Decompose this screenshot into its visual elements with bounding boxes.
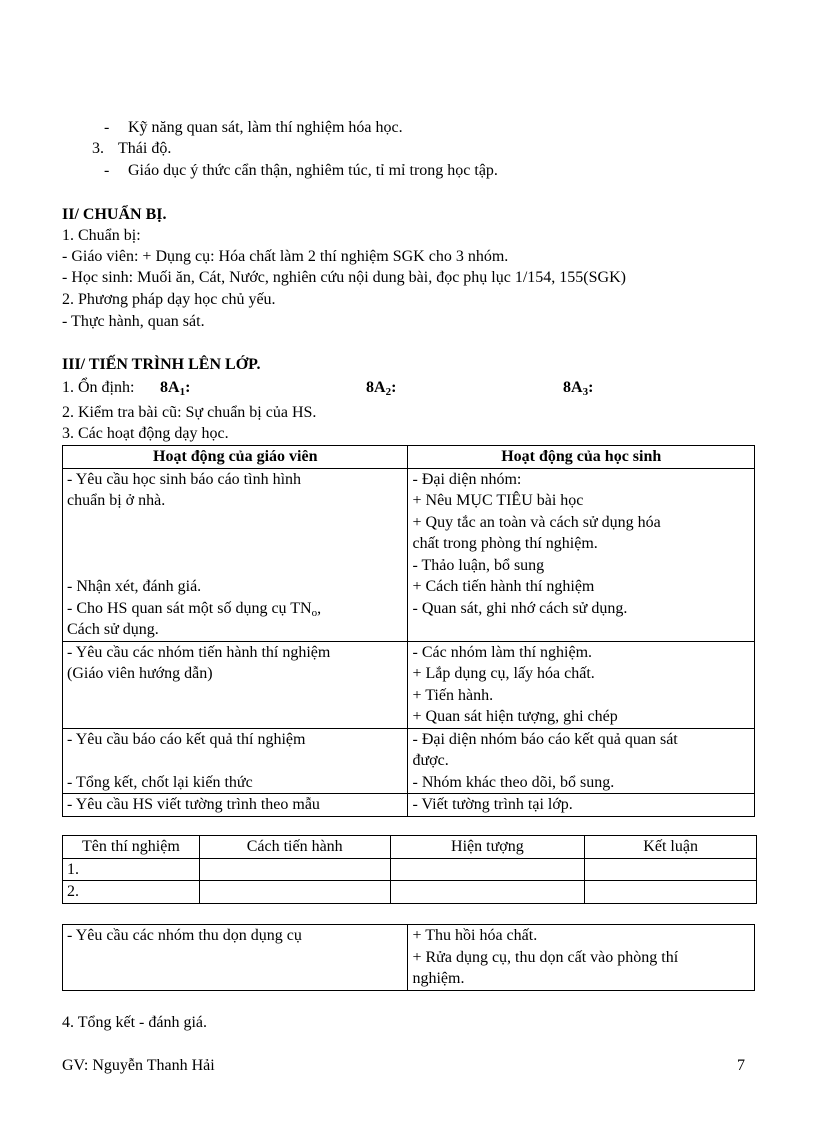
cell-line: + Tiến hành. <box>412 686 494 704</box>
cell-line: - Nhóm khác theo dõi, bổ sung. <box>412 773 615 791</box>
summary-line: 4. Tổng kết - đánh giá. <box>62 1014 208 1031</box>
report-cell <box>390 881 585 904</box>
teacher-cell: - Yêu cầu các nhóm thu dọn dụng cụ <box>63 925 408 991</box>
activity-table <box>62 445 755 817</box>
table-row <box>63 858 757 881</box>
teacher-cell <box>63 468 408 641</box>
skills-text: Kỹ năng quan sát, làm thí nghiệm hóa học. <box>128 119 403 136</box>
table-row <box>63 641 755 728</box>
prep-heading: II/ CHUẨN BỊ. <box>62 206 167 223</box>
cell-line: - Cho HS quan sát một số dụng cụ $TN_o$, <box>67 599 322 619</box>
teacher-cell <box>63 641 408 728</box>
cell-line: - Quan sát, ghi nhớ cách sử dụng. <box>412 599 628 617</box>
report-cell <box>199 881 390 904</box>
report-cell <box>585 881 757 904</box>
prep-line-1: 1. Chuẩn bị: <box>62 227 141 244</box>
table-header-row <box>63 446 755 469</box>
check-old-lesson: 2. Kiểm tra bài cũ: Sự chuẩn bị của HS. <box>62 404 317 421</box>
cell-line: chuẩn bị ở nhà. <box>67 492 166 509</box>
report-header-method: Cách tiến hành <box>199 836 390 859</box>
cell-line: - Đại diện nhóm báo cáo kết quả quan sát <box>412 730 678 748</box>
class-8a2: $8A_2$: <box>366 379 397 398</box>
cell-line: nghiệm. <box>412 970 465 987</box>
cell-line: + Nêu MỤC TIÊU bài học <box>412 492 584 509</box>
table-row <box>63 728 755 794</box>
cell-line: + Quy tắc an toàn và cách sử dụng hóa <box>412 513 661 531</box>
class-8a1: $8A_1$: <box>160 379 191 398</box>
student-cell <box>408 468 755 641</box>
cell-line: + Thu hồi hóa chất. <box>412 927 538 944</box>
table-row <box>63 925 755 991</box>
student-column-header: Hoạt động của học sinh <box>408 446 755 469</box>
stabilize-label: 1. Ổn định: <box>62 379 135 396</box>
student-cell <box>408 728 755 794</box>
teacher-cell: - Yêu cầu HS viết tường trình theo mẫu <box>63 794 408 817</box>
table-row <box>63 468 755 641</box>
cell-line: - Nhận xét, đánh giá. <box>67 578 202 595</box>
cell-line: + Cách tiến hành thí nghiệm <box>412 578 595 595</box>
report-cell <box>585 858 757 881</box>
report-cell <box>199 858 390 881</box>
teacher-column-header: Hoạt động của giáo viên <box>63 446 408 469</box>
cell-line: - Các nhóm làm thí nghiệm. <box>412 643 593 661</box>
teacher-cell <box>63 728 408 794</box>
prep-line-4: 2. Phương pháp dạy học chủ yếu. <box>62 291 276 308</box>
cell-line: - Yêu cầu báo cáo kết quả thí nghiệm <box>67 730 306 748</box>
cell-line: chất trong phòng thí nghiệm. <box>412 535 598 552</box>
prep-line-5: - Thực hành, quan sát. <box>62 313 205 330</box>
page-number: 7 <box>737 1057 745 1074</box>
activities-title: 3. Các hoạt động dạy học. <box>62 425 229 442</box>
cell-line: - Yêu cầu học sinh báo cáo tình hình <box>67 470 302 488</box>
cell-line: + Quan sát hiện tượng, ghi chép <box>412 708 618 725</box>
table-row <box>63 881 757 904</box>
cell-line: Cách sử dụng. <box>67 621 159 638</box>
attitude-title: Thái độ. <box>118 140 172 157</box>
report-row-number: 1. <box>63 858 200 881</box>
student-cell: - Viết tường trình tại lớp. <box>408 794 755 817</box>
report-header-name: Tên thí nghiệm <box>63 836 200 859</box>
attitude-text: Giáo dục ý thức cẩn thận, nghiêm túc, tỉ mỉ trong học tập. <box>128 162 498 179</box>
report-cell <box>390 858 585 881</box>
report-header-row <box>63 836 757 859</box>
report-header-phenomenon: Hiện tượng <box>390 836 585 859</box>
cell-line: + Rửa dụng cụ, thu dọn cất vào phòng thí <box>412 948 679 966</box>
attitude-number: 3. <box>92 140 104 157</box>
cell-line: - Tổng kết, chốt lại kiến thức <box>67 773 253 791</box>
report-table <box>62 835 757 904</box>
cell-line: - Đại diện nhóm: <box>412 470 522 488</box>
class-8a3: $8A_3$: <box>563 379 594 398</box>
cell-line: được. <box>412 752 449 769</box>
footer-teacher: GV: Nguyễn Thanh Hải <box>62 1057 215 1074</box>
cell-line: (Giáo viên hướng dẫn) <box>67 665 213 682</box>
table-row <box>63 794 755 817</box>
cleanup-table <box>62 924 755 991</box>
report-row-number: 2. <box>63 881 200 904</box>
prep-line-2: - Giáo viên: + Dụng cụ: Hóa chất làm 2 thí nghiệm SGK cho 3 nhóm. <box>62 248 509 265</box>
cell-line: - Yêu cầu các nhóm tiến hành thí nghiệm <box>67 643 331 661</box>
attitude-dash: - <box>104 162 110 179</box>
cell-line: + Lắp dụng cụ, lấy hóa chất. <box>412 665 595 682</box>
report-header-conclusion: Kết luận <box>585 836 757 859</box>
prep-line-3: - Học sinh: Muối ăn, Cát, Nước, nghiên cứu nội dung bài, đọc phụ lục 1/154, 155(SGK) <box>62 269 626 286</box>
skills-dash: - <box>104 119 110 136</box>
student-cell <box>408 925 755 991</box>
progress-heading: III/ TIẾN TRÌNH LÊN LỚP. <box>62 356 261 373</box>
cell-line: - Thảo luận, bổ sung <box>412 556 545 574</box>
student-cell <box>408 641 755 728</box>
